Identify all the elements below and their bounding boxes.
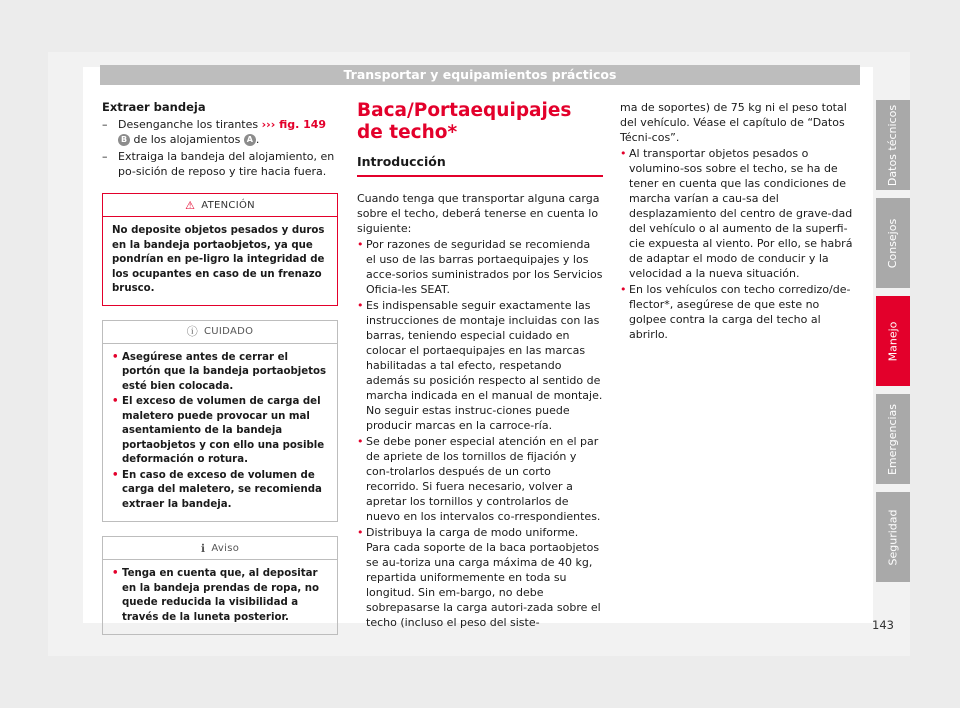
list-item <box>357 434 603 524</box>
column-right <box>620 100 858 342</box>
bullet-dot: • <box>112 396 119 407</box>
warning-header <box>103 194 337 217</box>
step-text: Extraiga la bandeja del alojamiento, en po-sición de reposo y tire hacia fuera. <box>118 150 335 178</box>
warning-text: No deposite objetos pesados y duros en la bandeja portaobjetos, ya que pondrían en pe-ligro la integridad de los ocupantes en caso de un frenazo brusco. <box>112 225 325 294</box>
subheading-extraer-bandeja: Extraer bandeja <box>102 100 206 114</box>
bullet-dot: • <box>357 435 364 448</box>
step-text-end: . <box>255 133 260 146</box>
page-number: 143 <box>872 618 894 632</box>
section-header: Transportar y equipamientos prácticos <box>100 65 860 85</box>
bullet-text: En los vehículos con techo corredizo/de-flector*, asegúrese de que este no golpee contra la carga del techo al abrirlo. <box>629 283 851 341</box>
caution-label: CUIDADO <box>204 326 254 337</box>
list-item <box>112 351 328 395</box>
tab-label: Consejos <box>886 218 900 268</box>
dash-marker: – <box>102 118 108 131</box>
badge-b: B <box>118 134 130 146</box>
note-item-text: Tenga en cuenta que, al depositar en la bandeja prendas de ropa, no quede reducida la visibilidad a través de la luneta posterior. <box>122 568 320 623</box>
list-item <box>620 282 858 342</box>
bullet-dot: • <box>620 147 627 160</box>
list-item <box>357 525 603 630</box>
note-label: Aviso <box>211 542 240 554</box>
caution-box <box>102 320 338 523</box>
info-icon: ℹ <box>200 541 206 555</box>
tab-label: Manejo <box>886 321 900 361</box>
bullet-dot: • <box>112 568 119 579</box>
list-item <box>357 237 603 297</box>
figure-reference-link[interactable] <box>262 118 326 131</box>
list-item <box>112 567 328 625</box>
step-text <box>118 117 338 147</box>
bullet-dot: • <box>357 526 364 539</box>
column-middle <box>357 100 603 630</box>
bullet-dot: • <box>112 469 119 481</box>
section-title: Baca/Portaequipajes de techo* <box>357 100 572 143</box>
tab-emergencias[interactable] <box>876 394 910 484</box>
note-body <box>103 560 337 634</box>
caution-item-text: Asegúrese antes de cerrar el portón que la bandeja portaobjetos esté bien colocada. <box>122 351 327 392</box>
caution-item-text: En caso de exceso de volumen de carga del maletero, se recomienda extraer la bandeja. <box>122 469 322 510</box>
caution-circle-icon: ⓘ <box>186 325 198 338</box>
step-text-post: de los alojamientos <box>133 133 241 146</box>
bullet-dot: • <box>620 283 627 296</box>
intro-paragraph: Cuando tenga que transportar alguna carga sobre el techo, deberá tenerse en cuenta lo siguiente: <box>357 192 600 235</box>
caution-header <box>103 321 337 344</box>
badge-a: A <box>244 134 256 146</box>
tab-label: Datos técnicos <box>886 104 900 186</box>
ref-arrow: ››› <box>261 118 276 131</box>
warning-label: ATENCIÓN <box>201 199 255 211</box>
ref-link-text: fig. 149 <box>279 118 327 131</box>
tab-datos-tecnicos[interactable] <box>876 100 910 190</box>
bullet-text: Al transportar objetos pesados o volumino-sos sobre el techo, se ha de tener en cuenta que las condiciones de marcha varían a cau-sa del desplazamiento del centro de grave-dad del vehículo o al aumento de la superfi-cie expuesta al viento. Por ello, se habrá de adaptar el modo de conducir y la velocidad a la nueva situación. <box>629 147 853 280</box>
tab-label: Seguridad <box>886 509 900 565</box>
continuation-paragraph: ma de soportes) de 75 kg ni el peso total del vehículo. Véase el capítulo de “Datos Técni-cos”. <box>620 101 847 144</box>
step-item <box>102 149 338 179</box>
note-box <box>102 536 338 635</box>
list-item <box>357 298 603 433</box>
caution-item-text: El exceso de volumen de carga del maletero puede provocar un mal asentamiento de la bandeja portaobjetos y con ello una posible deformación o rotura. <box>122 396 325 465</box>
warning-box <box>102 193 338 306</box>
list-item <box>112 395 328 468</box>
step-item <box>102 117 338 147</box>
title-divider <box>357 175 603 177</box>
tab-seguridad[interactable] <box>876 492 910 582</box>
note-header <box>103 537 337 560</box>
tab-consejos[interactable] <box>876 198 910 288</box>
dash-marker: – <box>102 150 108 163</box>
section-subtitle: Introducción <box>357 154 446 169</box>
warning-triangle-icon: ⚠ <box>185 198 196 212</box>
list-item <box>112 469 328 513</box>
list-item <box>620 146 858 281</box>
column-left <box>102 100 338 635</box>
step-text-pre: Desenganche los tirantes <box>118 118 259 131</box>
bullet-text: Se debe poner especial atención en el par de apriete de los tornillos de fijación y con-trolarlos después de un corto recorrido. Si fuera necesario, volver a apretar los tornillos y controlarlos de nuevo en los intervalos co-rrespondientes. <box>366 435 601 523</box>
bullet-dot: • <box>112 351 119 363</box>
bullet-text: Por razones de seguridad se recomienda el uso de las barras portaequipajes y los acce-sorios suministrados por los Servicios Oficia-les SEAT. <box>366 238 603 296</box>
caution-body <box>103 344 337 522</box>
tab-manejo[interactable] <box>876 296 910 386</box>
bullet-dot: • <box>357 238 364 251</box>
bullet-text: Es indispensable seguir exactamente las instrucciones de montaje incluidas con las barras, teniendo especial cuidado en colocar el portaequipajes en las marcas habilitadas a tal efecto, respetando además su posición respecto al sentido de marcha indicada en el manual de montaje. No seguir estas instruc-ciones puede producir marcas en la carroce-ría. <box>366 299 603 432</box>
bullet-dot: • <box>357 299 364 312</box>
tab-label: Emergencias <box>886 403 900 475</box>
bullet-text: Distribuya la carga de modo uniforme. Para cada soporte de la baca portaobjetos se au-toriza una carga máxima de 40 kg, repartida uniformemente en toda su longitud. Sin em-bargo, no debe sobrepasarse la carga autori-zada sobre el techo (incluso el peso del siste- <box>366 526 601 629</box>
